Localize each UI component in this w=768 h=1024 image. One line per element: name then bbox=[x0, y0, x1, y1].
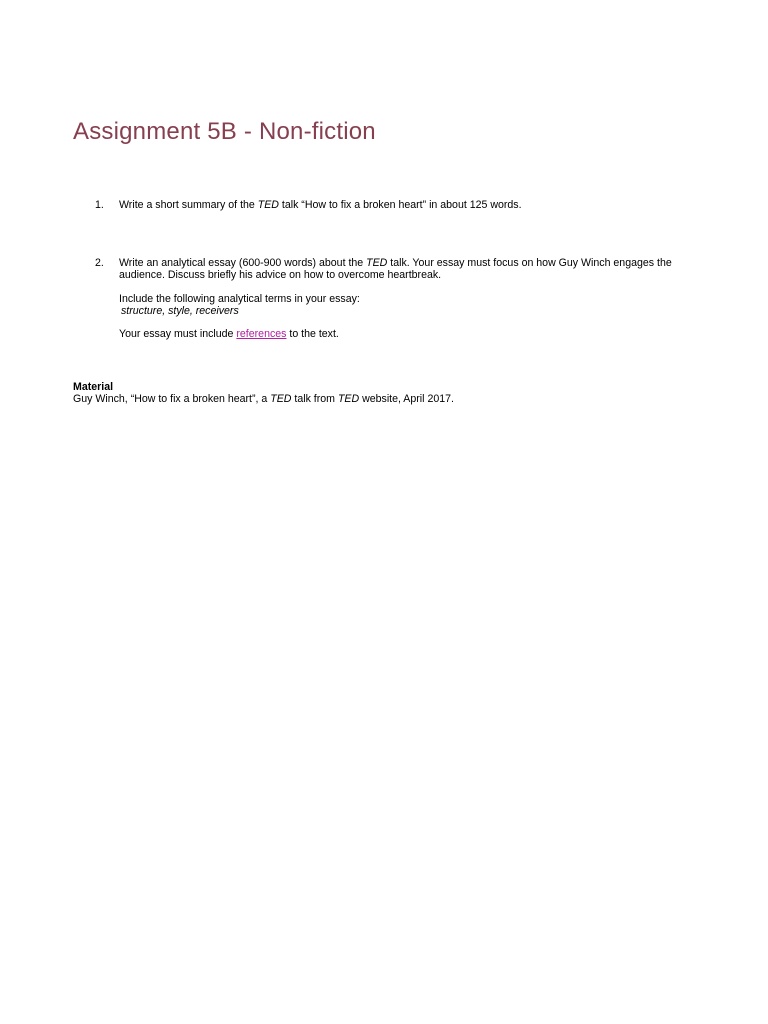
task-1-text-after: talk “How to fix a broken heart” in about 125 words. bbox=[278, 199, 522, 211]
task-1-ted-italic: TED bbox=[257, 199, 279, 211]
material-text-middle: talk from bbox=[291, 393, 338, 405]
task-text-2 bbox=[119, 257, 705, 281]
document-title: Assignment 5B - Non-fiction bbox=[73, 118, 376, 145]
task-1-text-before: Write a short summary of the bbox=[119, 199, 258, 211]
material-ted-italic-2: TED bbox=[337, 393, 360, 405]
material-heading: Material bbox=[73, 381, 114, 393]
task-2-text-before: Write an analytical essay (600-900 words) about the bbox=[119, 257, 367, 269]
task-2-text-after: talk. Your essay must focus on how Guy Winch engages the audience. Discuss briefly his advice on how to overcome heartbreak. bbox=[119, 257, 672, 281]
terms-list: structure, style, receivers bbox=[121, 305, 239, 317]
material-ted-italic-1: TED bbox=[270, 393, 292, 405]
task-text-1 bbox=[119, 199, 705, 211]
terms-intro: Include the following analytical terms in your essay: bbox=[119, 293, 360, 305]
references-text-before: Your essay must include bbox=[119, 328, 237, 340]
analytical-terms-block bbox=[119, 293, 679, 317]
task-2-ted-italic: TED bbox=[366, 257, 388, 269]
material-citation bbox=[73, 393, 693, 405]
material-section bbox=[73, 381, 693, 405]
material-text-after: website, April 2017. bbox=[359, 393, 454, 405]
task-number-1: 1. bbox=[95, 199, 104, 211]
references-link[interactable]: references bbox=[236, 328, 287, 340]
task-number-2: 2. bbox=[95, 257, 104, 269]
references-requirement bbox=[119, 328, 679, 340]
references-text-after: to the text. bbox=[286, 328, 339, 340]
material-text-before: Guy Winch, “How to fix a broken heart”, a bbox=[73, 393, 271, 405]
